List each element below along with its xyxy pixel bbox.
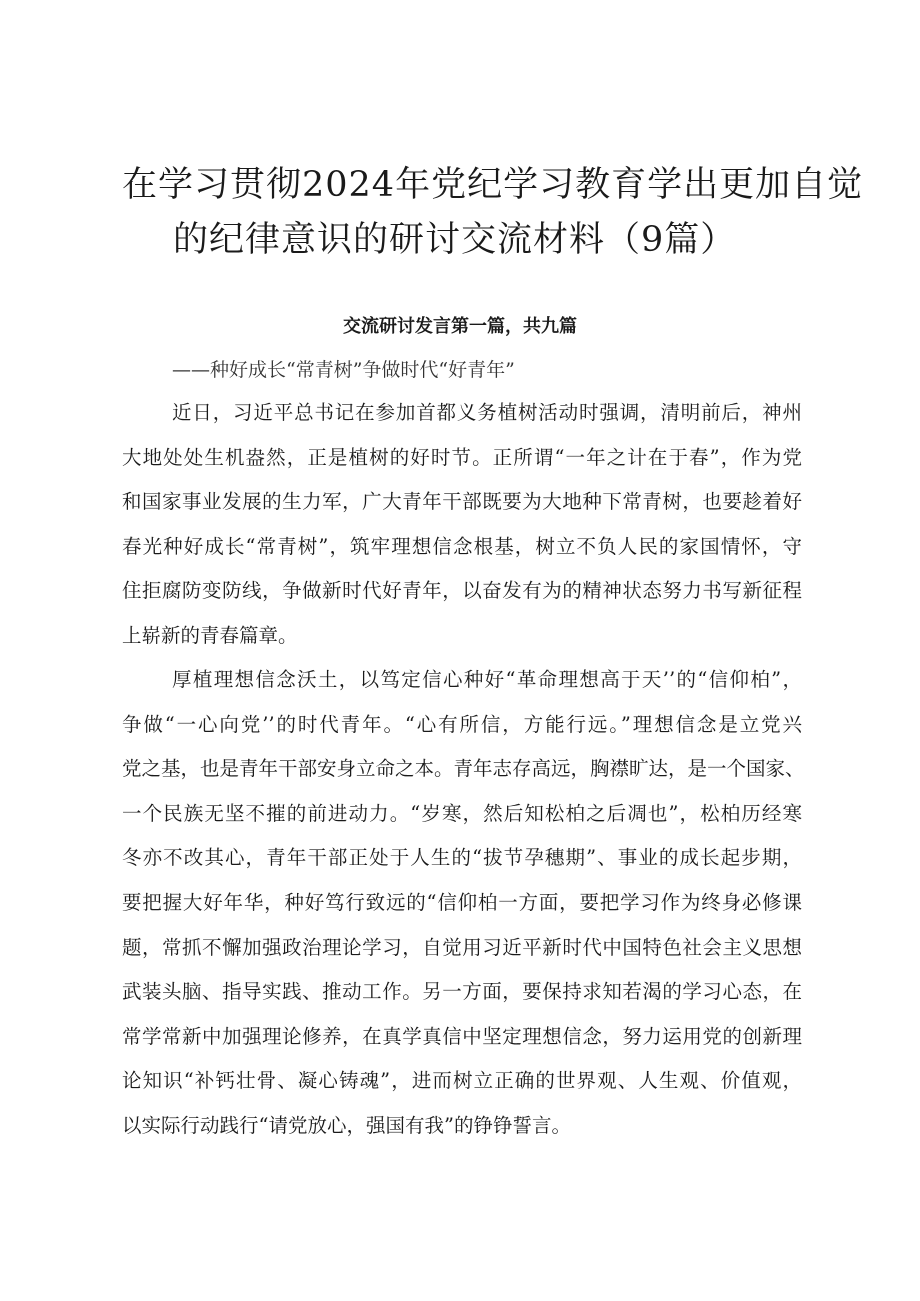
paragraph-1 (122, 391, 802, 659)
paragraph-line: 近日，习近平总书记在参加首都义务植树活动时强调，清明前后，神州 (172, 401, 802, 424)
paragraph-line: 常学常新中加强理论修养，在真学真信中坚定理想信念，努力运用党的创新理 (122, 1024, 802, 1048)
paragraph-line: 住拒腐防变防线，争做新时代好青年，以奋发有为的精神状态努力书写新征程 (122, 579, 802, 603)
document-title-line-1: 在学习贯彻2024年党纪学习教育学出更加自觉 (122, 165, 864, 205)
paragraph-line: 大地处处生机盎然，正是植树的好时节。正所谓“一年之计在于春”，作为党 (122, 445, 802, 469)
paragraph-line: 冬亦不改其心，青年干部正处于人生的“拔节孕穗期”、事业的成长起步期， (122, 846, 802, 870)
paragraph-line: 和国家事业发展的生力军，广大青年干部既要为大地种下常青树，也要趁着好 (122, 490, 802, 514)
paragraph-line: 一个民族无坚不摧的前进动力。“岁寒，然后知松柏之后凋也”，松柏历经寒 (122, 801, 802, 825)
paragraph-line: 武装头脑、指导实践、推动工作。另一方面，要保持求知若渴的学习心态，在 (122, 980, 802, 1004)
paragraph-line: 党之基，也是青年干部安身立命之本。青年志存高远，胸襟旷达，是一个国家、 (122, 757, 805, 781)
paragraph-line: 要把握大好年华，种好笃行致远的“信仰柏一方面，要把学习作为终身必修课 (122, 890, 802, 914)
paragraph-line: 上崭新的青春篇章。 (122, 623, 298, 647)
subtitle: ——种好成长“常青树”争做时代“好青年” (172, 359, 515, 381)
paragraph-2 (122, 658, 805, 1149)
paragraph-line: 春光种好成长“常青树”，筑牢理想信念根基，树立不负人民的家国情怀，守 (122, 534, 802, 558)
section-heading: 交流研讨发言第一篇，共九篇 (343, 316, 577, 337)
paragraph-line: 以实际行动践行“请党放心，强国有我”的铮铮誓言。 (122, 1113, 571, 1137)
paragraph-line: 争做“一心向党’’的时代青年。“心有所信，方能行远。”理想信念是立党兴 (122, 712, 802, 736)
document-title-line-2: 的纪律意识的研讨交流材料（9篇） (173, 220, 737, 260)
paragraph-line: 厚植理想信念沃土，以笃定信心种好“革命理想高于天’’的“信仰柏”， (172, 668, 802, 691)
paragraph-line: 题，常抓不懈加强政治理论学习，自觉用习近平新时代中国特色社会主义思想 (122, 935, 802, 959)
paragraph-line: 论知识“补钙壮骨、凝心铸魂”，进而树立正确的世界观、人生观、价值观， (122, 1069, 802, 1093)
